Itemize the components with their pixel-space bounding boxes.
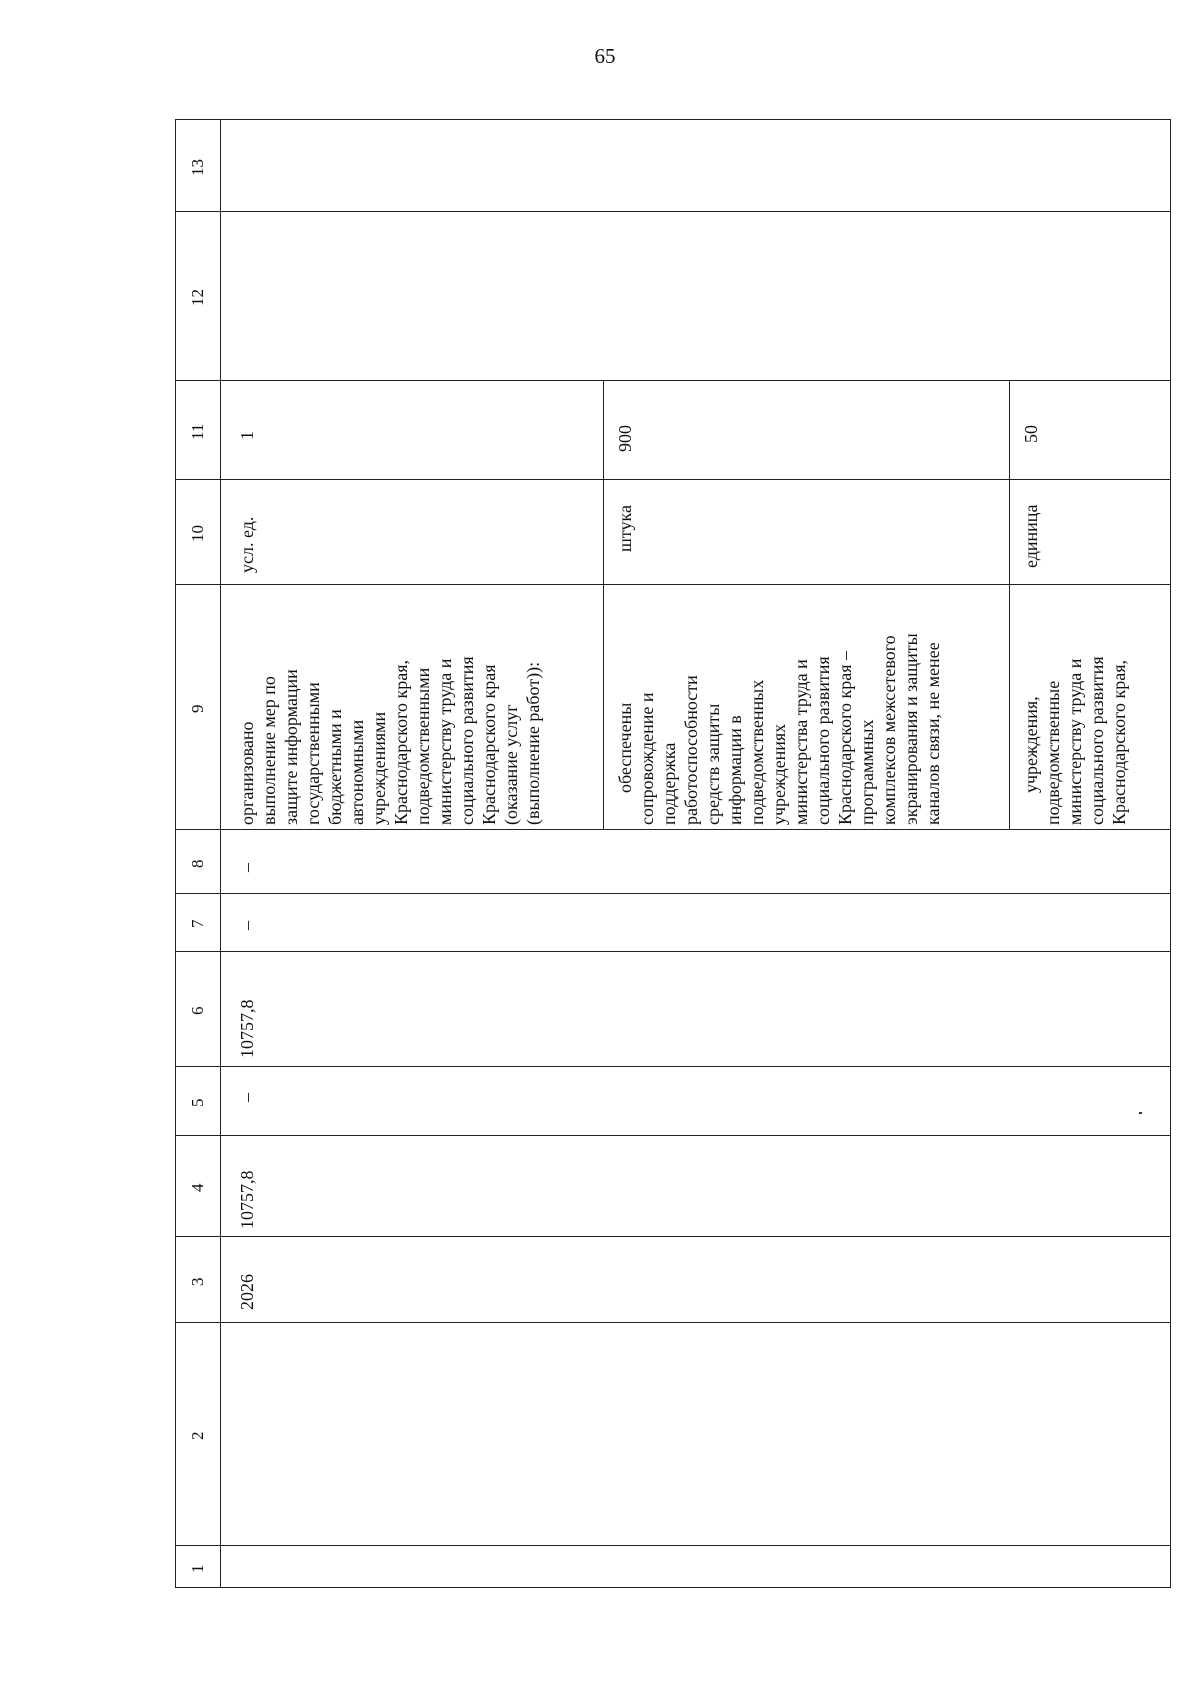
table-border-top (175, 119, 1171, 120)
column-number-3: 3 (188, 1277, 207, 1286)
indicator-3-unit: единица (1021, 504, 1041, 568)
subrow-divider-1 (603, 380, 604, 829)
table-border-left (175, 119, 176, 1587)
column-number-10: 10 (188, 525, 207, 542)
table-border-bottom (175, 1587, 1171, 1588)
col-line-5-4 (175, 1135, 1171, 1136)
subrow-divider-2 (1009, 380, 1010, 829)
indicator-1-text: организовано выполнение мер по защите информации государственными бюджетными и автономными учреждениями Краснодарского края, подведомственными министерству труда и социального развития Краснодарского края (оказание услуг (выполнение работ)): (237, 656, 543, 825)
col-line-6-5 (175, 1066, 1171, 1067)
cell-col5: – (237, 1093, 257, 1102)
col-line-10-9 (175, 584, 1171, 585)
col-line-7-6 (175, 951, 1171, 952)
scan-speck (1139, 1112, 1142, 1114)
col-line-8-7 (175, 893, 1171, 894)
col-line-13-12 (175, 211, 1171, 212)
header-divider (220, 119, 221, 1587)
col-line-12-11 (175, 380, 1171, 381)
column-number-13: 13 (188, 159, 207, 176)
col-line-11-10 (175, 479, 1171, 480)
table-border-right (1170, 119, 1171, 1587)
column-number-1: 1 (188, 1564, 207, 1573)
page-number: 65 (594, 44, 616, 68)
column-number-5: 5 (188, 1098, 207, 1107)
cell-col4: 10757,8 (237, 1170, 257, 1229)
indicator-3-value: 50 (1021, 425, 1041, 443)
column-number-12: 12 (188, 289, 207, 306)
col-line-9-8 (175, 829, 1171, 830)
cell-col7: – (237, 921, 257, 930)
indicator-1-value: 1 (237, 431, 257, 440)
indicator-2-text: обеспечены сопровождение и поддержка работоспособности средств защиты информации в подведомственных учреждениях министерства труда и социального развития Краснодарского края – программных комплексов межсетевого экранирования и защиты каналов связи, не менее (615, 633, 943, 825)
col-line-2-1 (175, 1545, 1171, 1546)
col-line-3-2 (175, 1322, 1171, 1323)
cell-col6: 10757,8 (237, 999, 257, 1058)
column-number-9: 9 (188, 704, 207, 713)
cell-col8: – (237, 863, 257, 872)
indicator-2-value: 900 (615, 425, 635, 452)
column-number-6: 6 (188, 1006, 207, 1015)
indicator-1-unit: усл. ед. (237, 516, 257, 573)
column-number-7: 7 (188, 919, 207, 928)
indicator-2-unit: штука (615, 505, 635, 552)
column-number-2: 2 (188, 1431, 207, 1440)
cell-year: 2026 (237, 1274, 257, 1310)
indicator-3-text: учреждения, подведомственные министерству труда и социального развития Краснодарского края, (1021, 656, 1129, 825)
column-number-8: 8 (188, 859, 207, 868)
column-number-11: 11 (188, 423, 207, 440)
column-number-4: 4 (188, 1183, 207, 1192)
col-line-4-3 (175, 1236, 1171, 1237)
